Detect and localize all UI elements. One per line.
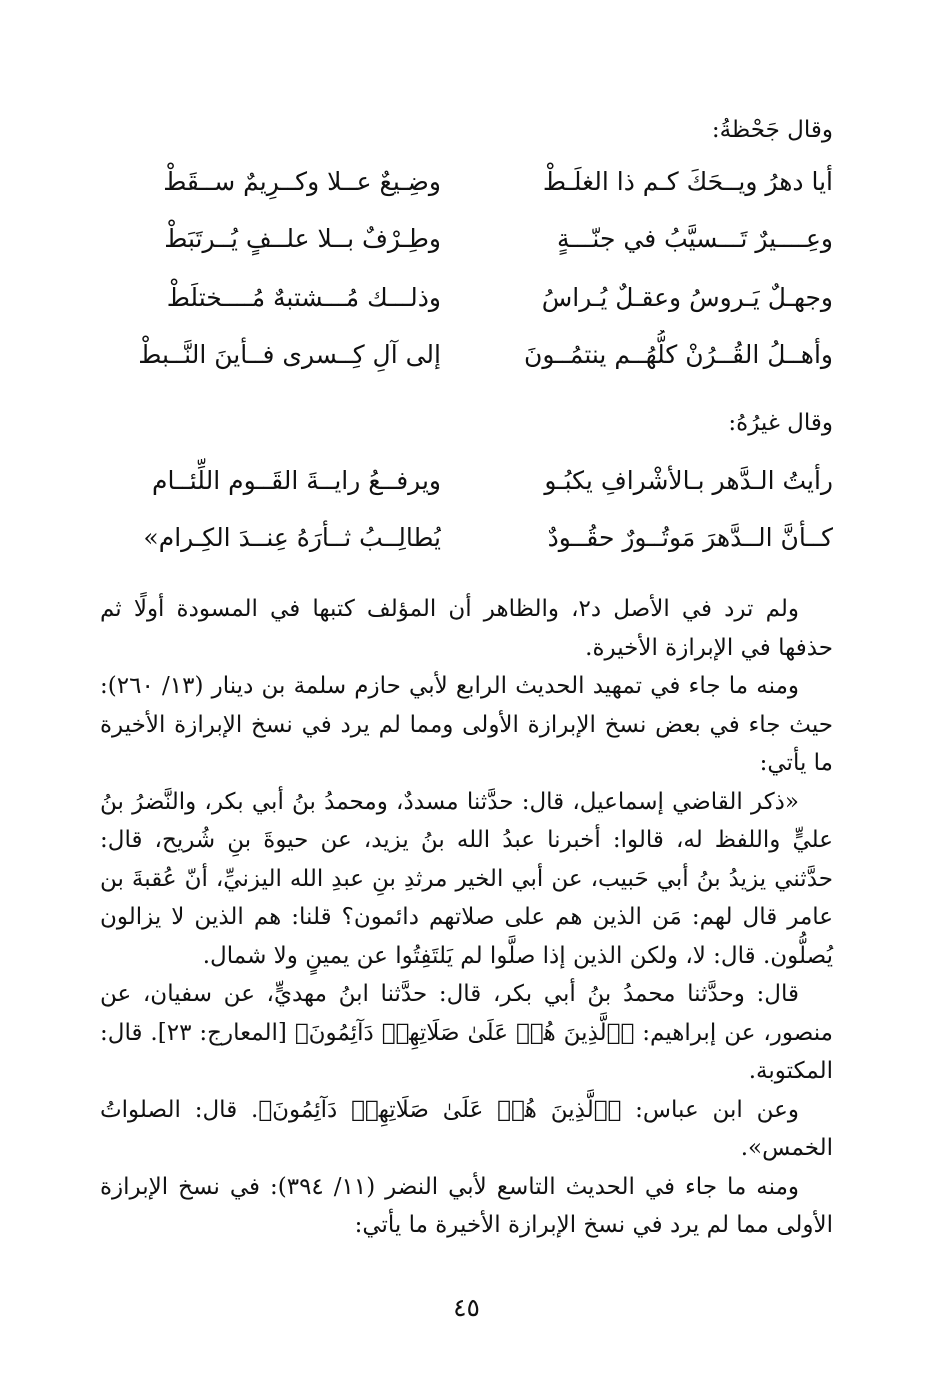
poem1-intro: وقال جَحْظةُ: <box>711 117 833 143</box>
prose-body <box>100 590 833 1245</box>
paragraph: قال: وحدَّثنا محمدُ بنُ أبي بكر، قال: حدَّثنا ابنُ مهديٍّ، عن سفيان، عن منصور، عن إبراهيم: ﴿ٱلَّذِينَ هُمۡ عَلَىٰ صَلَاتِهِمۡ دَآئِمُونَ﴾ [المعارج: ٢٣]. قال: المكتوبة. <box>100 981 833 1084</box>
verse-second-hemistich: وطِـرْفٌ بــلا علــفٍ يُــرتَبَطْ <box>164 224 441 253</box>
verse-row <box>100 273 833 323</box>
paragraph: «ذكر القاضي إسماعيل، قال: حدَّثنا مسددٌ، ومحمدُ بنُ أبي بكر، والنَّضرُ بنُ عليٍّ واللفظ له، قالوا: أخبرنا عبدُ الله بنُ يزيد، عن حيوةَ بنِ شُريح، قال: حدَّثني يزيدُ بنُ أبي حَبيب، عن أبي الخير مرثدِ بنِ عبدِ الله اليزنيِّ، أنّ عُقبةَ بن عامر قال لهم: مَن الذين هم على صلاتهم دائمون؟ قلنا: هم الذين لا يزالون يُصلُّون. قال: لا، ولكن الذين إذا صلَّوا لم يَلتَفِتُوا عن يمينٍ ولا شمال. <box>100 788 833 969</box>
paragraph: ومنه ما جاء في الحديث التاسع لأبي النضر (١١/ ٣٩٤): في نسخ الإبرازة الأولى مما لم يرد في نسخ الإبرازة الأخيرة ما يأتي: <box>100 1173 833 1238</box>
verse-first-hemistich: أيا دهرُ ويــحَكَ كـم ذا الغلَـطْ <box>542 167 833 196</box>
verse-first-hemistich: وعِــــيرٌ تَـــسيَّبُ في جنّـــةٍ <box>557 224 833 253</box>
verse-row <box>100 456 833 506</box>
verse-row <box>100 157 833 207</box>
verse-first-hemistich: كــأنَّ الــدَّهرَ مَوتُــورٌ حقُــودٌ <box>547 523 833 552</box>
verse-first-hemistich: وأهــلُ القُــرُنْ كلُّهُــم ينتمُــونَ <box>523 340 833 369</box>
paragraph: وعن ابن عباس: ﴿ٱلَّذِينَ هُمۡ عَلَىٰ صَلَاتِهِمۡ دَآئِمُونَ﴾. قال: الصلواتُ الخمس». <box>100 1096 833 1161</box>
verse-second-hemistich: وذلـــك مُـــشتبهٌ مُــــختلَطْ <box>166 283 441 312</box>
paragraph: ومنه ما جاء في تمهيد الحديث الرابع لأبي حازم سلمة بن دينار (١٣/ ٢٦٠): حيث جاء في بعض نسخ الإبرازة الأولى ومما لم يرد في نسخ الإبرازة الأخيرة ما يأتي: <box>100 673 833 776</box>
verse-row <box>100 330 833 380</box>
verse-second-hemistich: يُطالِــبُ ثــأرَهُ عِنــدَ الكِـرام» <box>143 523 441 552</box>
verse-second-hemistich: ويرفــعُ رايــةَ القَــوم اللِّئــام <box>152 466 441 495</box>
paragraph: ولم ترد في الأصل د٢، والظاهر أن المؤلف كتبها في المسودة أولًا ثم حذفها في الإبرازة الأخيرة. <box>100 596 833 661</box>
poem2-intro: وقال غيرُهُ: <box>728 410 833 436</box>
verse-first-hemistich: وجهـلٌ يَـروسُ وعقـلٌ يُـراسُ <box>541 283 833 312</box>
verse-second-hemistich: وضِـيعٌ عــلا وكــرِيمٌ ســقَطْ <box>163 167 441 196</box>
verse-row <box>100 214 833 264</box>
verse-row <box>100 513 833 563</box>
verse-first-hemistich: رأيتُ الـدَّهر بـالأشْرافِ يكبُـو <box>544 466 833 495</box>
verse-second-hemistich: إلى آلِ كِــسرى فــأينَ النَّــبطْ <box>138 340 441 369</box>
page-number: ٤٥ <box>453 1293 480 1322</box>
